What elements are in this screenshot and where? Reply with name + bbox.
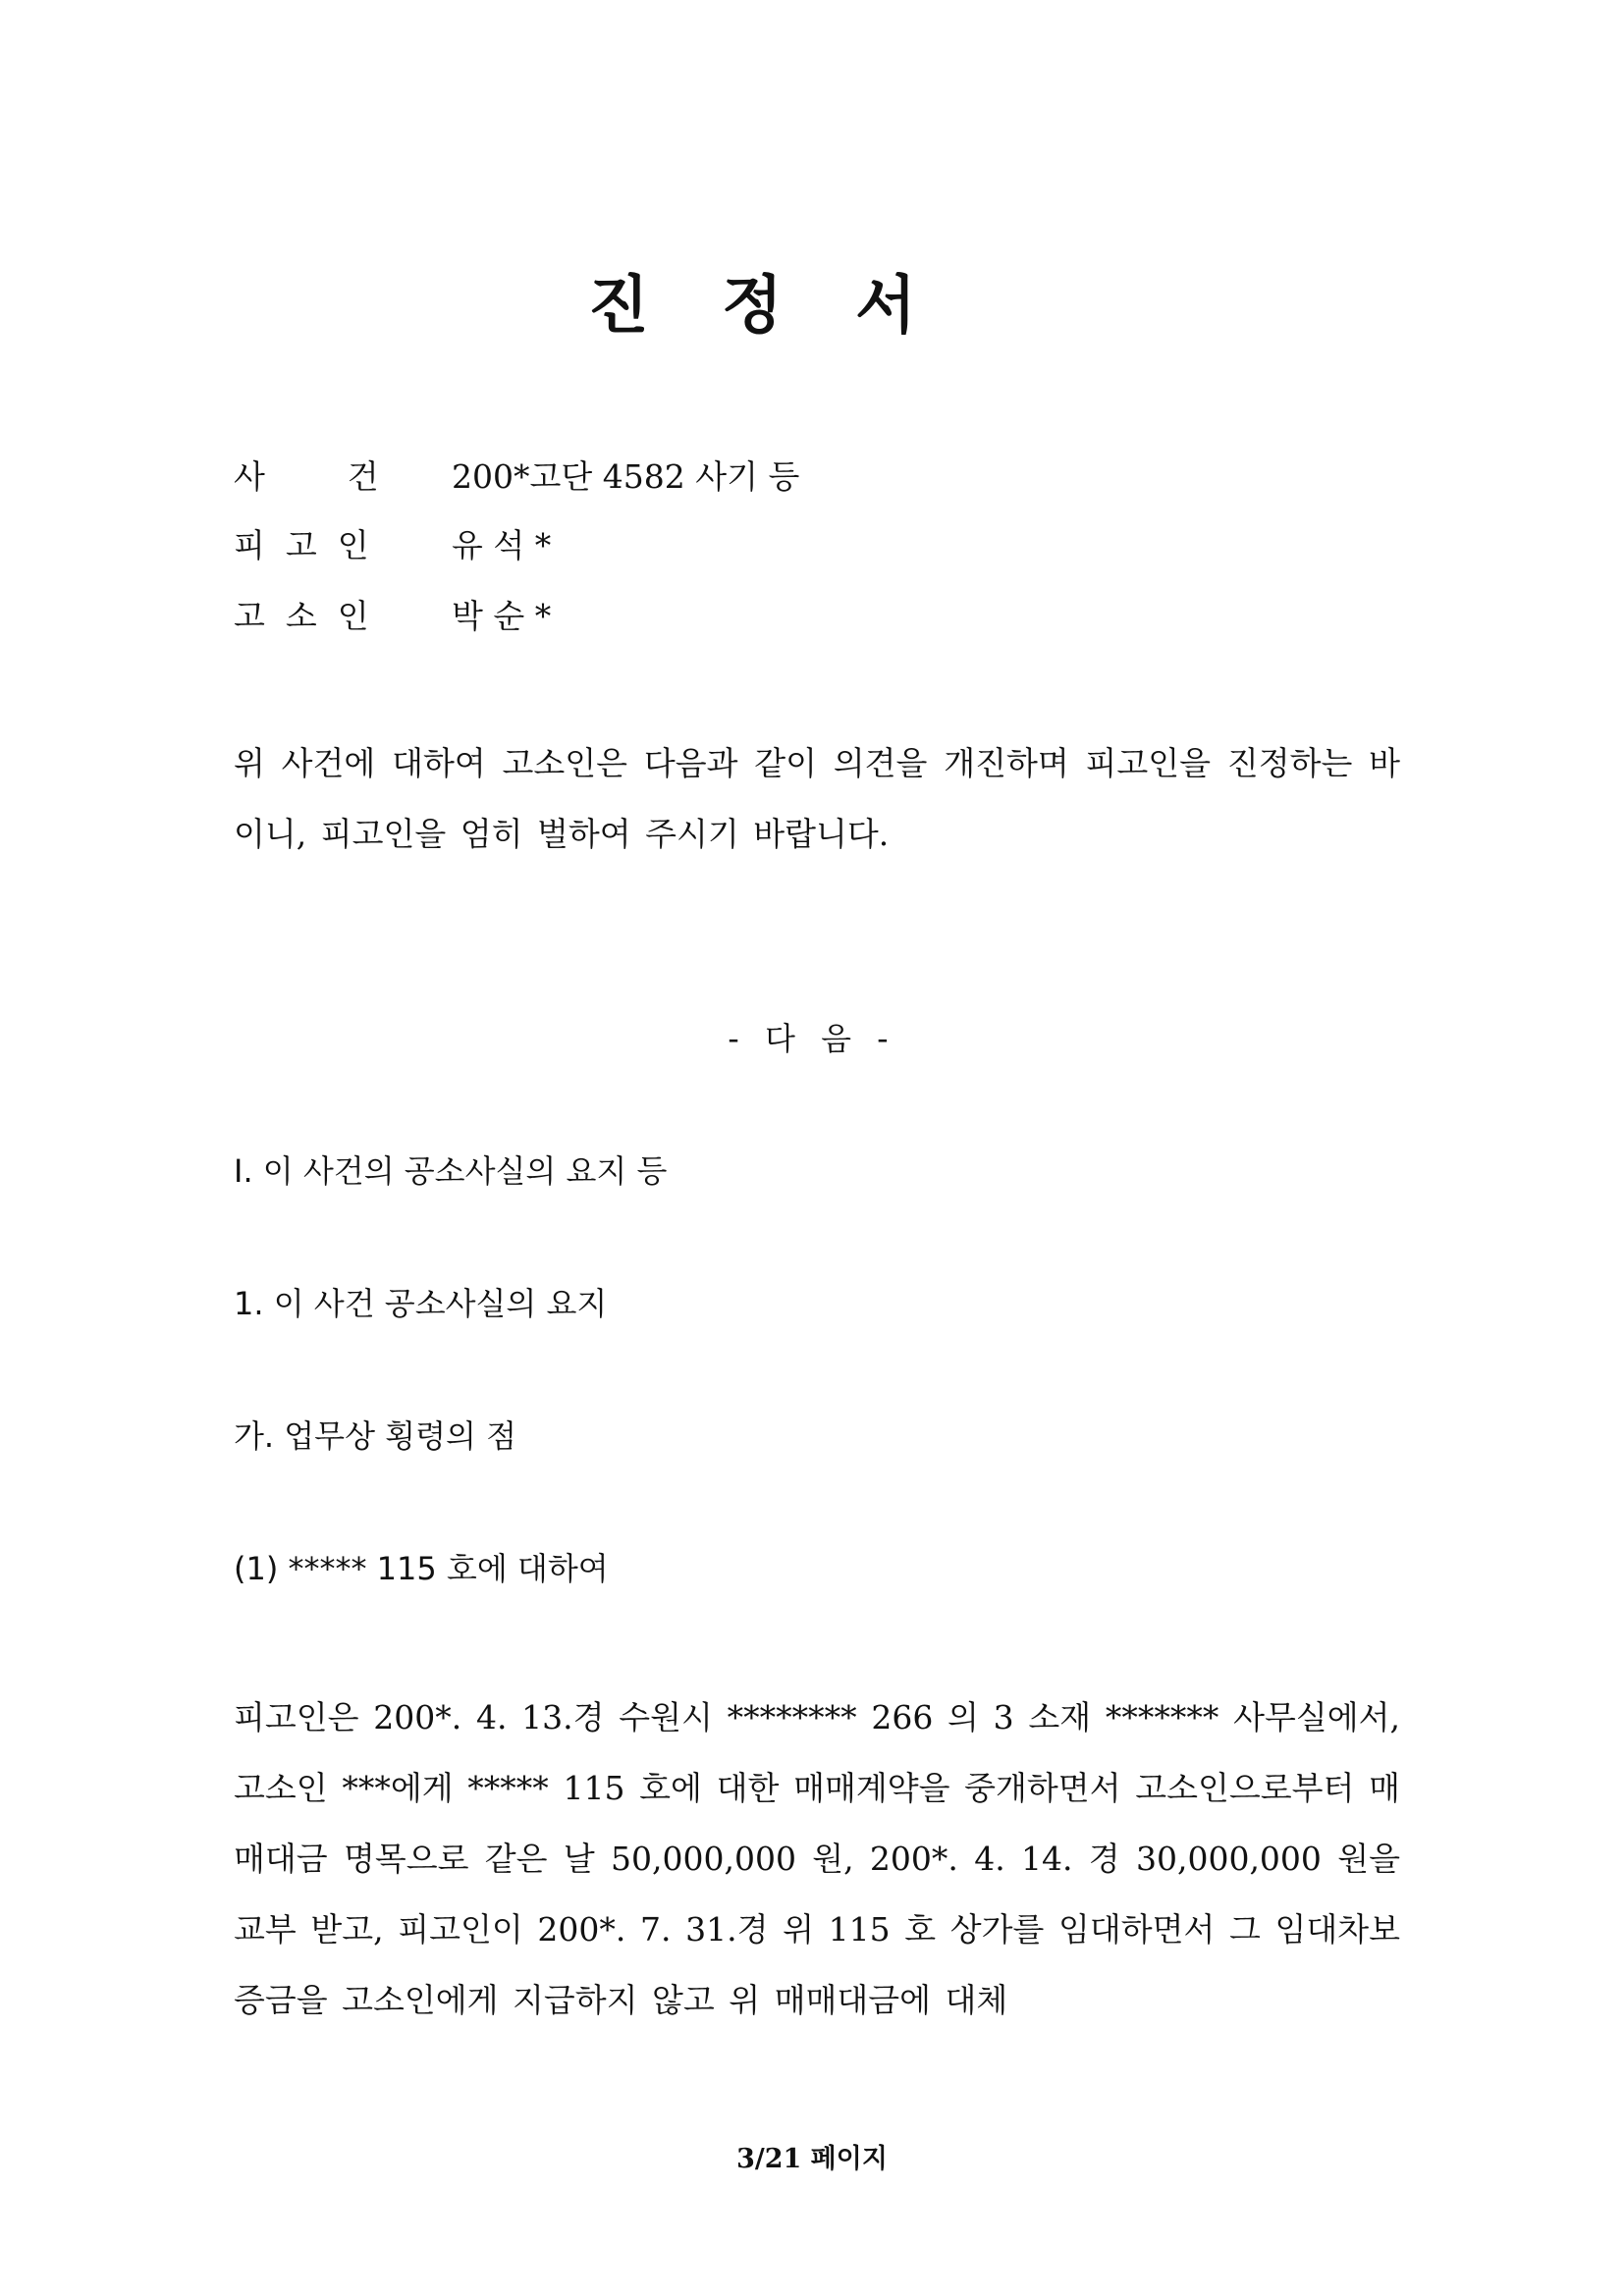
section-heading-roman-1: Ⅰ. 이 사건의 공소사실의 요지 등 [234, 1152, 668, 1190]
complainant-label: 고 소 인 [234, 597, 369, 635]
separator-heading: - 다 음 - [728, 1020, 896, 1057]
complainant-value: 박 순 * [452, 597, 552, 635]
section-heading-1: 1. 이 사건 공소사실의 요지 [234, 1285, 608, 1322]
defendant-label: 피 고 인 [234, 526, 369, 564]
body-paragraph: 피고인은 200*. 4. 13.경 수원시 ******** 266 의 3 소재 ******* 사무실에서, 고소인 ***에게 ***** 115 호에 대한 매매계약을 중개하면서 고소인으로부터 매매대금 명목으로 같은 날 50,000,000 원, 200*. 4. 14. 경 30,000,000 원을 교부 받고, 피고인이 200*. 7. 31.경 위 115 호 상가를 임대하면서 그 임대차보증금을 고소인에게 지급하지 않고 위 매매대금에 대체 [234, 1698, 1400, 2019]
case-label: 사 건 [234, 457, 379, 496]
section-heading-1-paren: (1) ***** 115 호에 대하여 [234, 1550, 609, 1587]
page-number: 3/21 페이지 [736, 2144, 888, 2174]
section-heading-ga: 가. 업무상 횡령의 점 [234, 1417, 516, 1455]
defendant-value: 유 석 * [452, 526, 552, 564]
document-title: 진 정 서 [587, 270, 943, 343]
intro-paragraph: 위 사건에 대하여 고소인은 다음과 같이 의견을 개진하며 피고인을 진정하는 바이니, 피고인을 엄히 벌하여 주시기 바랍니다. [234, 744, 1400, 853]
case-value: 200*고단 4582 사기 등 [452, 457, 800, 496]
